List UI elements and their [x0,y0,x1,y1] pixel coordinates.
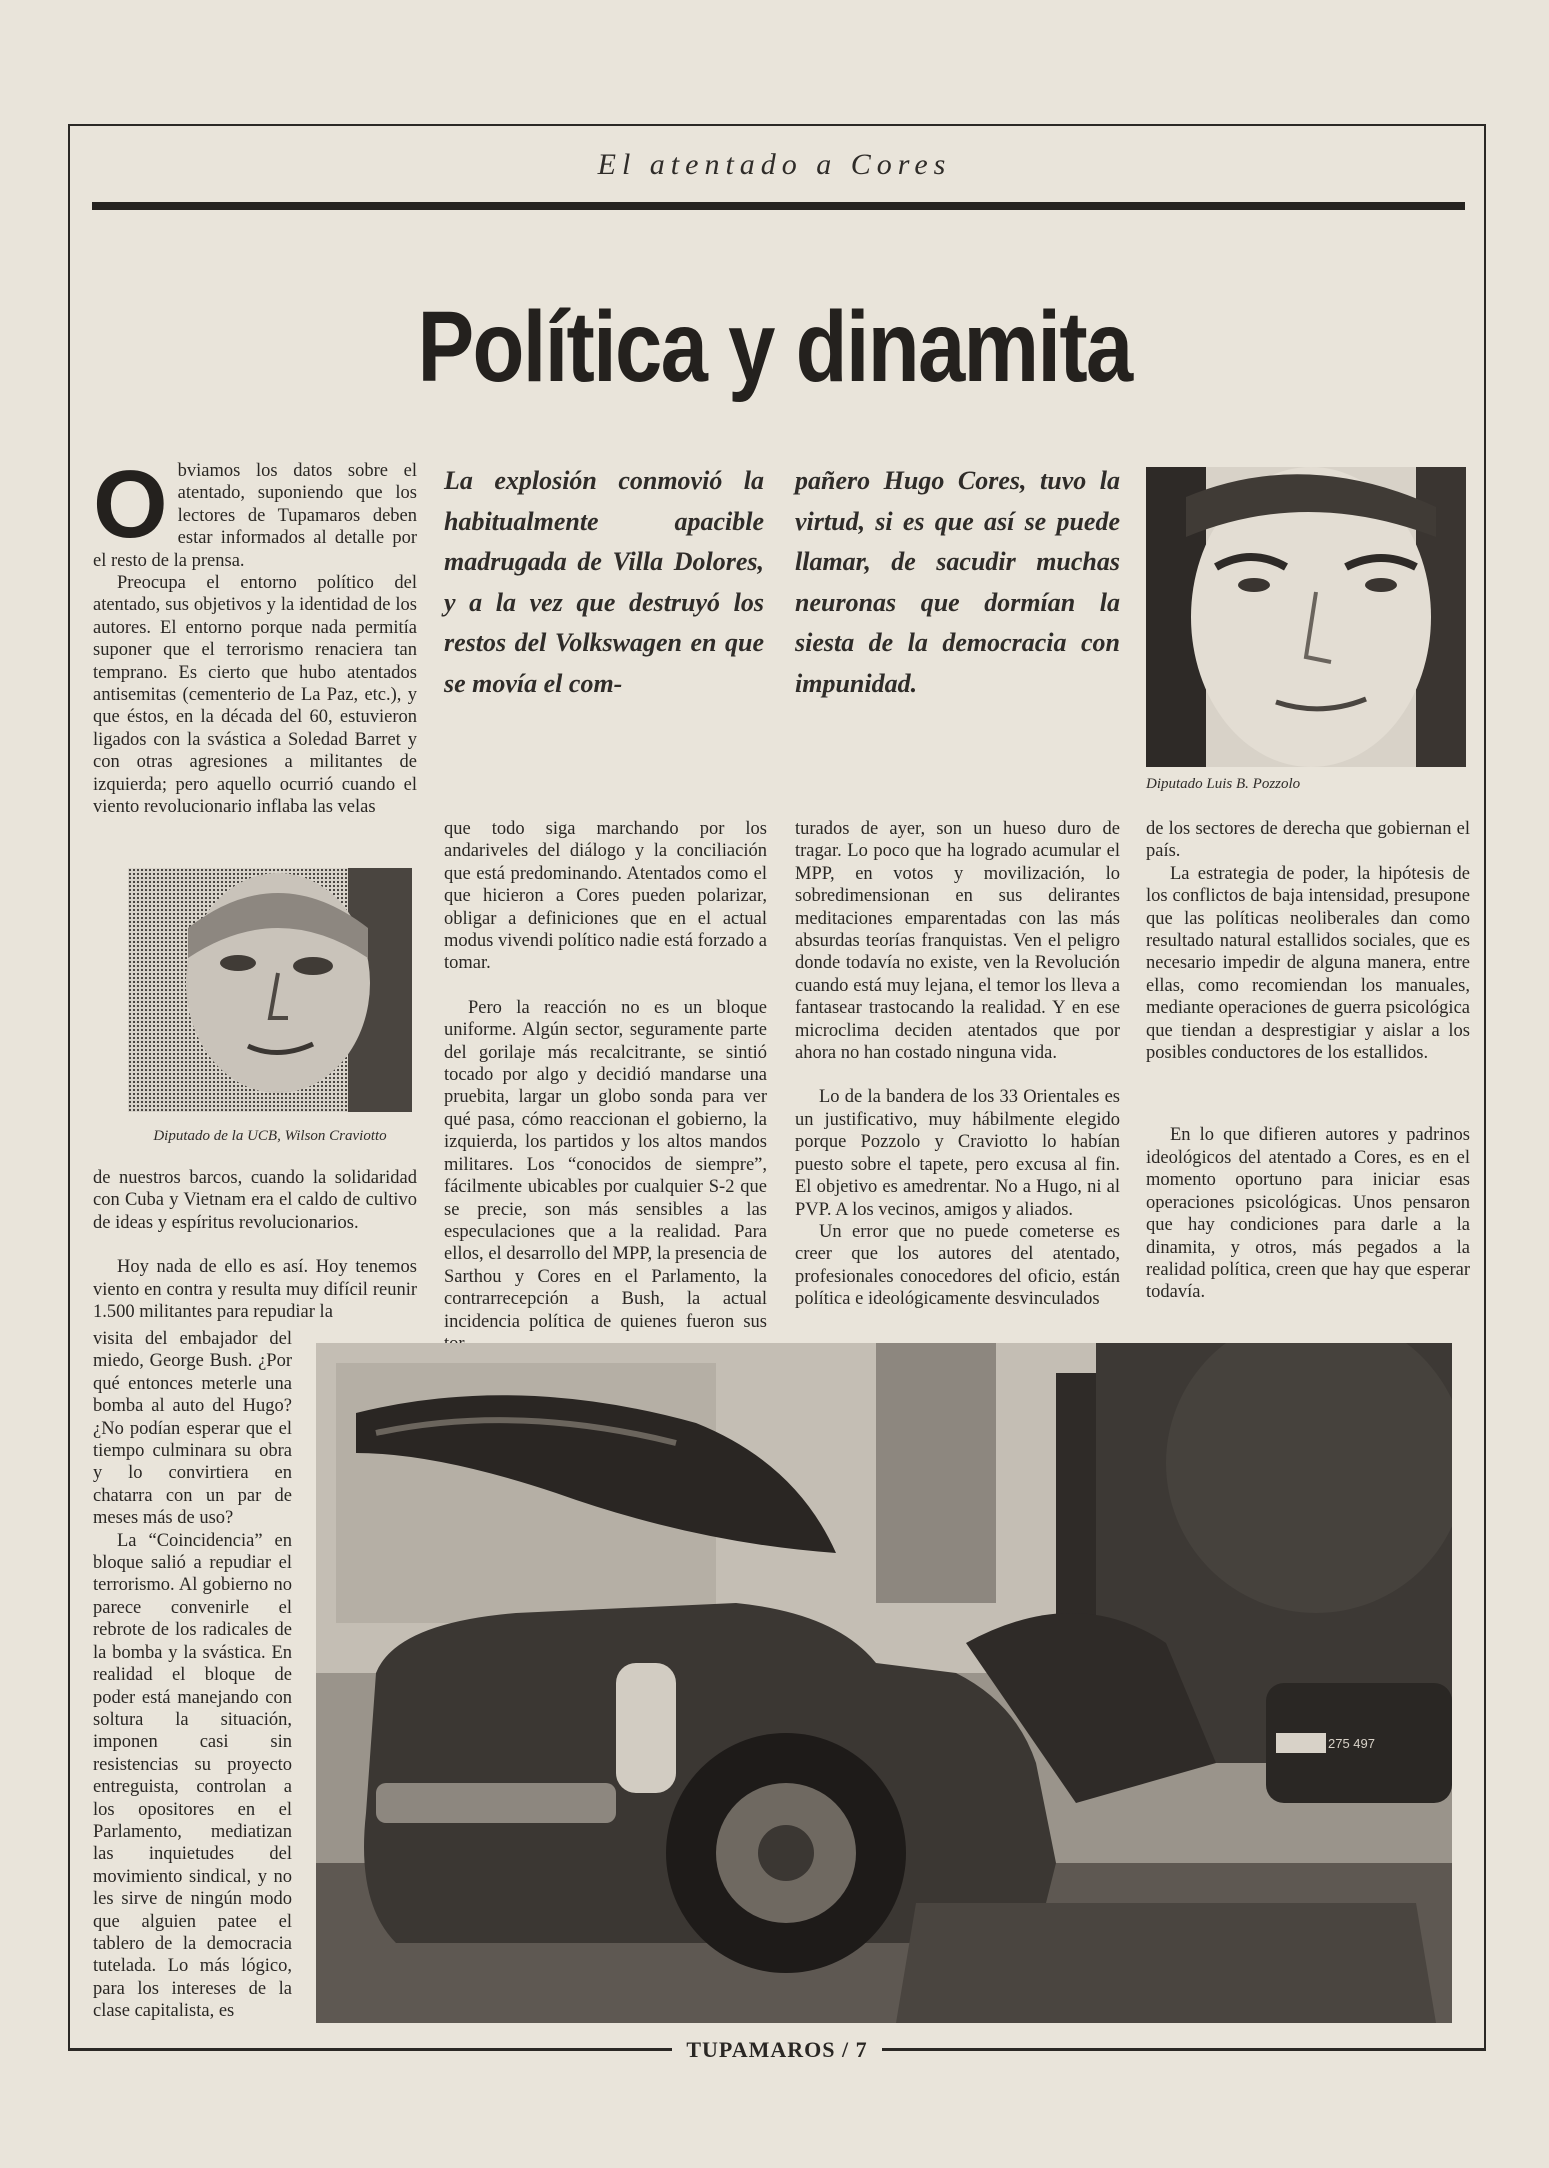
column-4 [1146,818,1470,1304]
page-footer [68,2035,1486,2065]
section-title: El atentado a Cores [597,148,952,181]
paragraph: Lo de la bandera de los 33 Orientales es un justificativo, muy hábilmente elegido porque Pozzolo y Craviotto lo habían puesto sobre el tapete, pero excusa al fin. El objetivo es amedrentar. No a Hugo, ni al PVP. A los vecinos, amigos y aliados. [795,1087,1120,1220]
lede-left: La explosión conmovió la habitualmente apacible madrugada de Villa Dolores, y a la vez que destruyó los restos del Volkswagen en que se movía el com- [444,466,764,698]
photo-pozzolo [1146,467,1466,767]
column-1-top [93,451,417,819]
footer-rule-left [68,2049,672,2051]
paragraph: Un error que no puede cometerse es creer que los autores del atentado, profesionales conocedores del oficio, están política e ideológicamente desvinculados [795,1221,1120,1310]
portrait-image [128,868,412,1112]
paragraph: que todo siga marchando por los andariveles del diálogo y la conciliación que está predominando. Atentados como el que hicieron a Cores pueden polarizar, obligar a definiciones que en el actual modus vivendi político nadie está forzado a tomar. [444,819,767,974]
paragraph: La estrategia de poder, la hipótesis de los conflictos de baja intensidad, presupone que las políticas neoliberales dan como resultado natural estallidos sociales, que es necesario impedir de alguna manera, entre ellas, como recomiendan los manuales, mediante operaciones de guerra psicológica que tiendan a desprestigiar y aislar a los posibles conductores de los estallidos. [1146,863,1470,1064]
photo-craviotto [128,868,412,1112]
intro-paragraph: bviamos los datos sobre el atentado, suponiendo que los lectores de Tupamaros deben estar informados al detalle por el resto de la prensa. [93,461,417,571]
title-rule [92,202,1465,210]
paragraph: La “Coincidencia” en bloque salió a repudiar el terrorismo. Al gobierno no parece convenirle el rebrote de los radicales de la bomba y la svástica. En realidad el bloque de poder está manejando con soltura la situación, imponen casi sin resistencias su proyecto entreguista, controlan a los opositores en el Parlamento, mediatizan las inquietudes del movimiento sindical, y no les sirve de ningún modo que alguien patee el tablero de la democracia tutelada. Lo más lógico, para los intereses de la clase capitalista, es [93,1530,292,2022]
portrait-image [1146,467,1466,767]
caption-craviotto: Diputado de la UCB, Wilson Craviotto [153,1128,387,1144]
column-1-narrow [93,1328,292,2023]
paragraph: Hoy nada de ello es así. Hoy tenemos viento en contra y resulta muy difícil reunir 1.500 militantes para repudiar la [93,1257,417,1323]
headline: Política y dinamita [417,291,1132,403]
burned-car-image [316,1343,1452,2023]
photo-burned-car [316,1343,1452,2023]
paragraph: Preocupa el entorno político del atentado, sus objetivos y la identidad de los autores. El entorno porque nada permitía suponer que el terrorismo renaciera tan temprano. Es cierto que hubo atentados antisemitas (cementerio de La Paz, etc.), y que éstos, en la década del 60, estuvieron ligados con la svástica a Soledad Barret y con otras agresiones a militantes de izquierda; pero aquello ocurrió cuando el viento revolucionario inflaba las velas [93,573,417,818]
caption-pozzolo: Diputado Luis B. Pozzolo [1146,776,1301,792]
paragraph: de los sectores de derecha que gobiernan el país. [1146,819,1470,862]
footer-rule-right [882,2049,1486,2051]
paragraph: de nuestros barcos, cuando la solidaridad con Cuba y Vietnam era el caldo de cultivo de ideas y espíritus revolucionarios. [93,1168,417,1233]
paragraph: En lo que difieren autores y padrinos ideológicos del atentado a Cores, es en el momento oportuno para iniciar esas operaciones psicológicas. Unos pensaron que hay condiciones para darle a la dinamita, y otros, más pegados a la realidad política, creen que hay que esperar todavía. [1146,1125,1470,1303]
lede-right: pañero Hugo Cores, tuvo la virtud, si es que así se puede llamar, de sacudir muchas neuronas que dormían la siesta de la democracia con impunidad. [795,466,1120,698]
column-2 [444,818,767,1355]
drop-cap: O [93,451,168,558]
paragraph: turados de ayer, son un hueso duro de tragar. Lo poco que ha logrado acumular el MPP, en votos y movilización, lo sobredimensionan en sus delirantes meditaciones emparentadas con las más absurdas teorías franquistas. Ven el peligro donde todavía no existe, ven la Revolución cuando está muy lejana, el temor los lleva a fantasear trastocando la realidad. Y en ese microclima deciden atentados que por ahora no han costado ninguna vida. [795,819,1120,1064]
license-plate: 275 497 [1328,1736,1375,1751]
column-3 [795,818,1120,1311]
paragraph: visita del embajador del miedo, George Bush. ¿Por qué entonces meterle una bomba al auto del Hugo? ¿No podían esperar que el tiempo culminara su obra y lo convirtiera en chatarra con un par de meses más de uso? [93,1329,292,1529]
column-1-middle [93,1167,417,1323]
footer-label: TUPAMAROS / 7 [672,2037,881,2063]
paragraph: Pero la reacción no es un bloque uniforme. Algún sector, seguramente parte del gorilaje más recalcitrante, se sintió tocado por algo y decidió mandarse una pruebita, largar un globo sonda para ver qué pasa, cómo reaccionan el gobierno, la izquierda, los partidos y los altos mandos militares. Los “conocidos de siempre”, fácilmente ubicables por cualquier S-2 que se precie, son más sensibles a las especulaciones que a la realidad. Para ellos, el desarrollo del MPP, la presencia de Sarthou y Cores en el Parlamento, la contrarrecepción a Bush, la actual incidencia política de quienes fueron sus [444,997,767,1332]
